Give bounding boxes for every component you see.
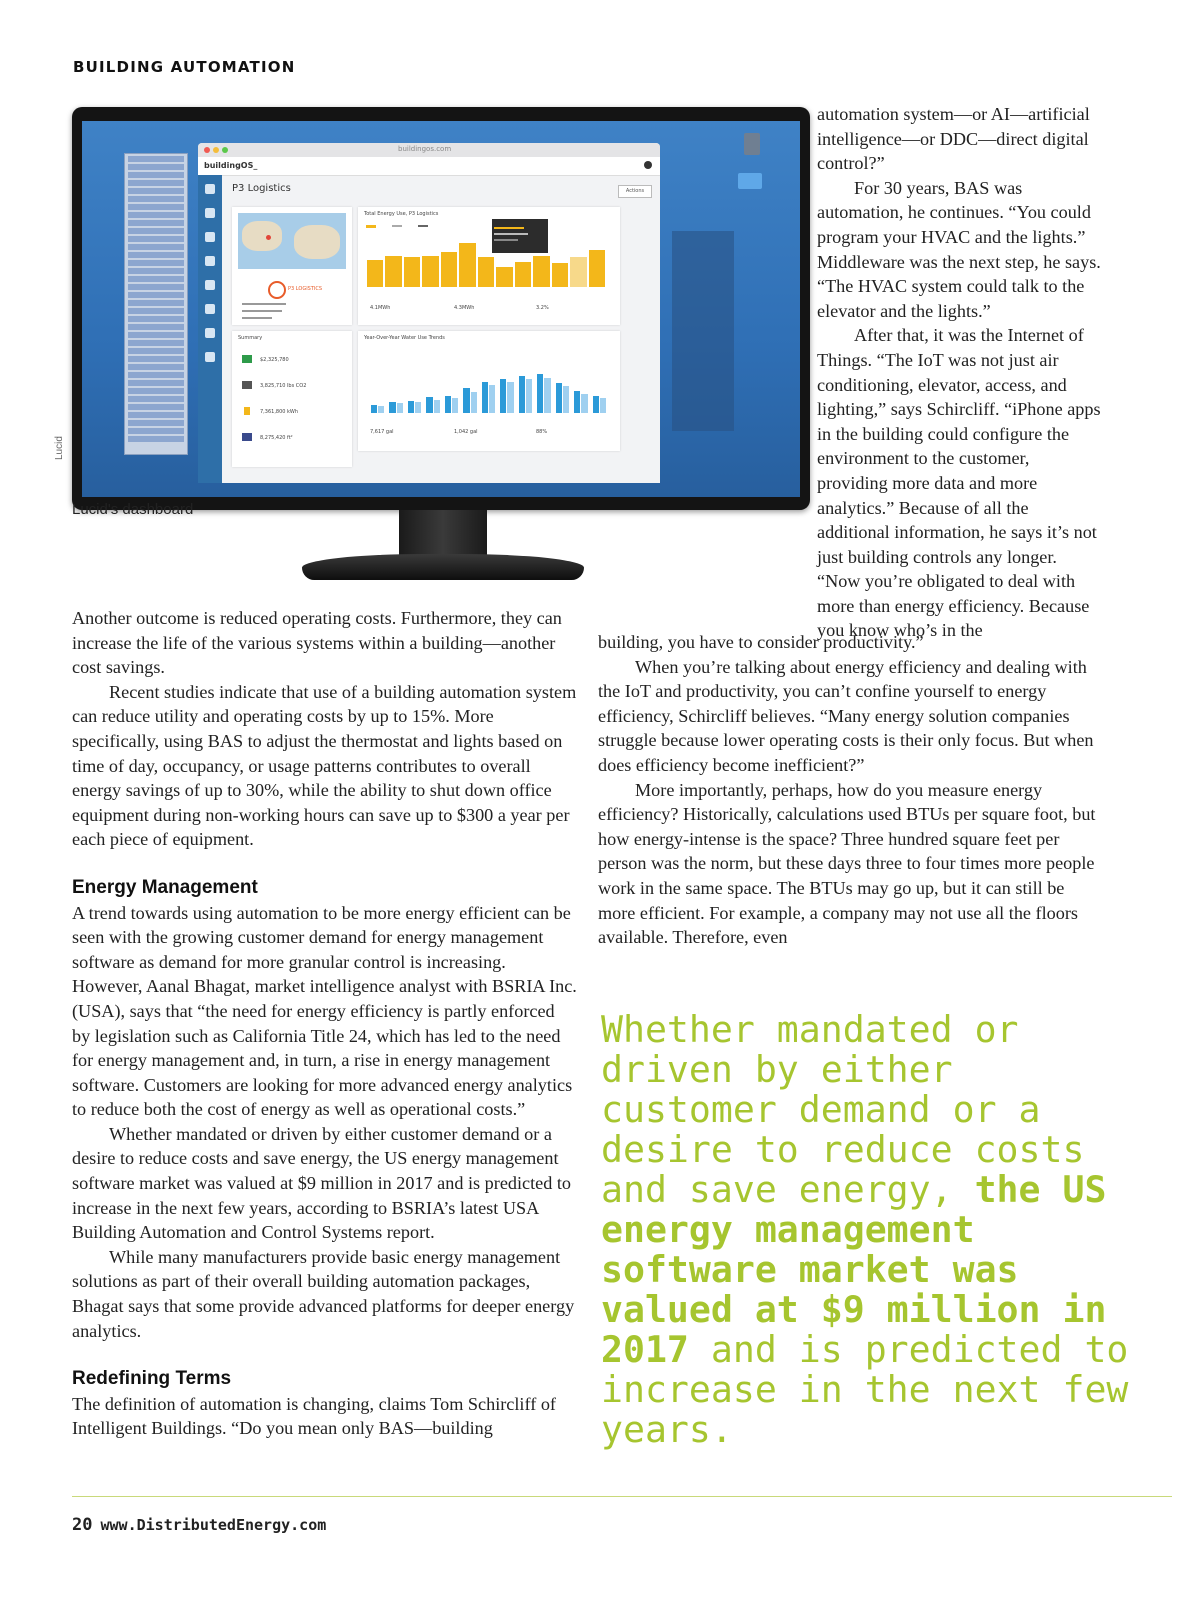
list-row — [128, 332, 184, 338]
section-header: BUILDING AUTOMATION — [73, 58, 296, 76]
energy-bar[interactable] — [589, 250, 605, 287]
list-row — [128, 236, 184, 242]
background-panel — [672, 231, 734, 431]
list-row — [128, 372, 184, 378]
water-bar-previous[interactable] — [526, 379, 532, 413]
info-lines — [242, 303, 302, 319]
monitor-bezel — [72, 107, 810, 510]
energy-bar[interactable] — [552, 263, 568, 287]
paragraph: Recent studies indicate that use of a building automation system can reduce utility and operating costs by up to 15%. More specifically, using BAS to adjust the thermostat and lights based on time of day, occupancy, or usage patterns contributes to overall energy savings of up to 30%, while the ability to shut down office equipment during non-working hours can save up to $300 a year per each piece of equipment. — [72, 681, 577, 850]
app-navbar — [198, 157, 660, 176]
paragraph: Whether mandated or driven by either customer demand or a desire to reduce costs and save energy, the US energy management software market was valued at $9 million in 2017 and is predicted to increase in the next few years, according to BSRIA’s latest USA Building Automation and Control Systems report. — [72, 1123, 572, 1243]
list-row — [128, 292, 184, 298]
gear-icon[interactable] — [205, 328, 215, 338]
list-row — [128, 380, 184, 386]
map-pin-icon[interactable] — [266, 235, 271, 240]
water-bar-previous[interactable] — [452, 398, 458, 413]
maximize-dot-icon[interactable] — [222, 147, 228, 153]
building-card — [232, 207, 352, 325]
list-row — [128, 428, 184, 434]
water-bar-current[interactable] — [593, 396, 599, 413]
pull-quote-lead: Whether mandated or driven by either customer demand or a desire to reduce costs and save energy, — [601, 1008, 1085, 1211]
company-logo — [268, 281, 286, 299]
list-row — [128, 268, 184, 274]
water-stat-2: 1,042 gal — [454, 429, 478, 435]
left-column — [72, 606, 577, 1441]
list-row — [128, 396, 184, 402]
energy-stat-2: 4.3MWh — [454, 305, 475, 311]
summary-card — [232, 331, 352, 467]
home-icon[interactable] — [205, 184, 215, 194]
water-bar-current[interactable] — [371, 405, 377, 413]
background-window — [124, 153, 188, 455]
water-bar-previous[interactable] — [434, 400, 440, 413]
right-column-top — [817, 102, 1103, 643]
water-bar-current[interactable] — [556, 383, 562, 413]
energy-bar[interactable] — [459, 243, 475, 287]
document-icon[interactable] — [205, 256, 215, 266]
energy-bar[interactable] — [385, 256, 401, 287]
water-bar-previous[interactable] — [415, 402, 421, 413]
water-bar-current[interactable] — [537, 374, 543, 413]
paragraph: While many manufacturers provide basic energy management solutions as part of their overall building automation packages, Bhagat says that some provide advanced platforms for deeper energy analytics. — [72, 1246, 575, 1341]
energy-bar[interactable] — [478, 257, 494, 287]
energy-legend — [366, 225, 446, 228]
water-bar-current[interactable] — [574, 391, 580, 413]
section-heading: Energy Management — [72, 876, 258, 898]
water-bar-previous[interactable] — [397, 403, 403, 413]
paragraph: After that, it was the Internet of Things. “The IoT was not just air conditioning, elevator, access, and lighting,” says Schircliff. “iPhone apps in the building could configure the environment to the customer, providing more data and more analytics.” Because of all the additional information, he says it’s not just building controls any longer. “Now you’re obligated to deal with more than energy efficiency. Because you know who’s in the — [817, 325, 1101, 641]
water-chart-label: Year-Over-Year Water Use Trends — [364, 335, 445, 341]
paragraph: Another outcome is reduced operating costs. Furthermore, they can increase the life of the various systems within a building—another cost savings. — [72, 608, 562, 678]
monitor-stand-base — [302, 554, 584, 580]
water-bar-previous[interactable] — [581, 394, 587, 413]
brand-logo: buildingOS_ — [204, 161, 258, 170]
paragraph: For 30 years, BAS was automation, he continues. “You could program your HVAC and the lights.” Middleware was the next step, he says. “The HVAC system could talk to the elevator and the lights.” — [817, 177, 1101, 321]
paragraph: A trend towards using automation to be more energy efficient can be seen with the growing customer demand for energy management software as demand for more granular control is increasing. However, Aanal Bhagat, market intelligence analyst with BSRIA Inc. (USA), says that “the need for energy efficiency is partly enforced by legislation such as California Title 24, which has led to the need for energy management and, in turn, a rise in energy management software. Customers are looking for more advanced energy analytics to reduce both the cost of energy as well as operational costs.” — [72, 902, 577, 1120]
summary-value-4: 8,275,420 ft² — [260, 435, 293, 441]
help-icon[interactable] — [205, 352, 215, 362]
water-bar-current[interactable] — [445, 396, 451, 413]
water-bar-current[interactable] — [500, 379, 506, 413]
energy-bar[interactable] — [367, 260, 383, 288]
minimize-dot-icon[interactable] — [213, 147, 219, 153]
footer-rule — [72, 1496, 1172, 1497]
bolt-icon — [244, 407, 250, 415]
list-row — [128, 316, 184, 322]
footer-url[interactable]: www.DistributedEnergy.com — [100, 1516, 327, 1534]
page-footer — [72, 1515, 326, 1535]
list-row — [128, 300, 184, 306]
monitor-screen — [82, 121, 800, 497]
browser-titlebar — [198, 143, 660, 157]
list-row — [128, 188, 184, 194]
photo-credit: Lucid — [54, 436, 65, 460]
energy-bar[interactable] — [422, 256, 438, 287]
water-bar-current[interactable] — [426, 397, 432, 413]
water-bar-previous[interactable] — [489, 385, 495, 413]
money-icon — [242, 355, 252, 363]
list-row — [128, 284, 184, 290]
paragraph: The definition of automation is changing, claims Tom Schircliff of Intelligent Buildings. “Do you mean only BAS—building — [72, 1393, 556, 1439]
list-row — [128, 412, 184, 418]
list-row — [128, 420, 184, 426]
browser-window — [198, 143, 660, 483]
list-row — [128, 356, 184, 362]
pull-quote-tail: and is predicted to increase in the next few years. — [601, 1328, 1129, 1451]
water-bars — [368, 357, 608, 413]
energy-bars — [366, 237, 606, 287]
list-row — [128, 276, 184, 282]
avatar[interactable] — [644, 161, 652, 169]
app-sidebar — [198, 175, 222, 483]
list-row — [128, 348, 184, 354]
paragraph: automation system—or AI—artificial intelligence—or DDC—direct digital control?” — [817, 104, 1090, 174]
list-row — [128, 324, 184, 330]
energy-stat-1: 4.1MWh — [370, 305, 391, 311]
list-row — [128, 156, 184, 162]
water-bar-current[interactable] — [389, 402, 395, 413]
paragraph: More importantly, perhaps, how do you measure energy efficiency? Historically, calculations used BTUs per square foot, but how energy-intense is the space? Three hundred square feet per person was the norm, but these days three to four times more people work in the same space. The BTUs may go up, but it can still be more efficient. For example, a company may not use all the floors available. Therefore, even — [598, 779, 1096, 948]
list-row — [128, 364, 184, 370]
figure-caption: Lucid's dashboard — [72, 501, 194, 518]
building-icon[interactable] — [205, 304, 215, 314]
url-text[interactable]: buildingos.com — [398, 145, 452, 153]
list-row — [128, 180, 184, 186]
energy-bar[interactable] — [441, 252, 457, 287]
paragraph: building, you have to consider productivity.” — [598, 632, 924, 652]
factory-icon — [242, 381, 252, 389]
right-column-bottom — [598, 630, 1103, 950]
energy-chart-label: Total Energy Use, P3 Logistics — [364, 211, 439, 217]
paragraph: When you’re talking about energy efficiency and dealing with the IoT and productivity, you can’t confine yourself to energy efficiency, Schircliff believes. “Many energy solution companies struggle because lower operating costs is their only focus. But when does efficiency become inefficient?” — [598, 656, 1094, 775]
water-stat-3: 88% — [536, 429, 548, 435]
close-dot-icon[interactable] — [204, 147, 210, 153]
list-row — [128, 244, 184, 250]
gauge-icon[interactable] — [205, 232, 215, 242]
pull-quote-emphasis: the US energy management software market was valued at $9 million in 2017 — [601, 1168, 1107, 1371]
grid-icon[interactable] — [205, 280, 215, 290]
location-map[interactable] — [238, 213, 346, 269]
list-row — [128, 228, 184, 234]
list-row — [128, 260, 184, 266]
page-title: P3 Logistics — [232, 183, 291, 194]
list-row — [128, 308, 184, 314]
list-row — [128, 204, 184, 210]
summary-value-3: 7,361,800 kWh — [260, 409, 299, 415]
dashboard-figure — [72, 107, 810, 592]
list-row — [128, 164, 184, 170]
water-chart-card — [358, 331, 620, 451]
summary-label: Summary — [238, 335, 263, 341]
water-bar-previous[interactable] — [471, 392, 477, 413]
company-logo-text: P3 LOGISTICS — [288, 286, 323, 292]
water-bar-previous[interactable] — [507, 382, 513, 413]
water-bar-previous[interactable] — [600, 398, 606, 413]
summary-value-2: 3,825,710 lbs CO2 — [260, 383, 307, 389]
energy-bar[interactable] — [533, 256, 549, 287]
desktop-trash-icon — [744, 133, 760, 155]
energy-bar[interactable] — [570, 257, 586, 287]
list-row — [128, 436, 184, 442]
list-row — [128, 404, 184, 410]
energy-chart-card — [358, 207, 620, 325]
water-bar-current[interactable] — [519, 376, 525, 413]
water-stat-1: 7,617 gal — [370, 429, 394, 435]
list-row — [128, 388, 184, 394]
water-bar-previous[interactable] — [563, 386, 569, 413]
list-row — [128, 220, 184, 226]
list-row — [128, 340, 184, 346]
actions-button[interactable]: Actions — [618, 185, 652, 198]
list-row — [128, 172, 184, 178]
water-bar-current[interactable] — [408, 401, 414, 413]
pull-quote — [601, 1010, 1141, 1450]
chart-tooltip — [492, 219, 548, 253]
energy-bar[interactable] — [496, 267, 512, 287]
list-row — [128, 252, 184, 258]
house-icon — [242, 433, 252, 441]
water-bar-previous[interactable] — [378, 406, 384, 413]
buildings-icon[interactable] — [205, 208, 215, 218]
water-bar-current[interactable] — [482, 382, 488, 413]
energy-bar[interactable] — [515, 262, 531, 287]
water-bar-current[interactable] — [463, 388, 469, 413]
energy-stat-3: 3.2% — [536, 305, 549, 311]
desktop-folder-icon — [738, 173, 762, 189]
section-heading: Redefining Terms — [72, 1368, 232, 1390]
summary-value-1: $2,325,780 — [260, 357, 289, 363]
page-number: 20 — [72, 1515, 93, 1535]
list-row — [128, 212, 184, 218]
list-row — [128, 196, 184, 202]
energy-bar[interactable] — [404, 257, 420, 287]
water-bar-previous[interactable] — [544, 378, 550, 413]
